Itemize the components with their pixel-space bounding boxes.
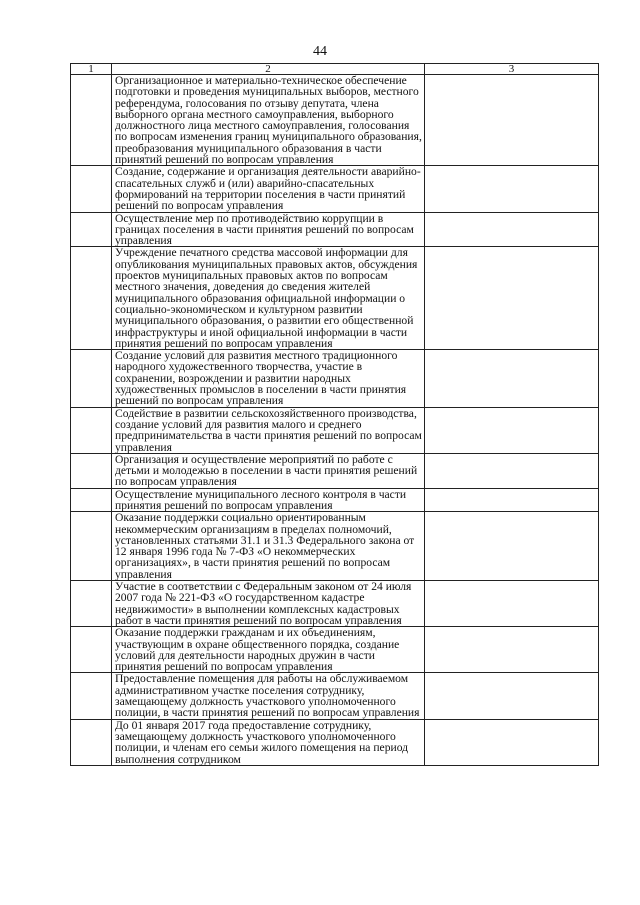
document-table bbox=[70, 63, 599, 766]
table-header-row bbox=[71, 64, 599, 75]
table-row bbox=[71, 247, 599, 350]
cell-number bbox=[71, 407, 112, 453]
header-col-1: 1 bbox=[71, 64, 112, 75]
cell-authority: Учреждение печатного средства массовой информации для опубликования муниципальных правовых актов, обсуждения проектов муниципальных правовых актов по вопросам местного значения, доведения до сведения жителей муниципального образования официальной информации о социально-экономическом и культурном развитии муниципального образования, о развитии его общественной инфраструктуры и иной официальной информации в части принятия решений по вопросам управления bbox=[112, 247, 425, 350]
table-row bbox=[71, 581, 599, 627]
cell-note bbox=[425, 488, 599, 512]
cell-number bbox=[71, 719, 112, 765]
cell-number bbox=[71, 247, 112, 350]
cell-authority: Осуществление муниципального лесного контроля в части принятия решений по вопросам управления bbox=[112, 488, 425, 512]
table-row bbox=[71, 166, 599, 212]
table-row bbox=[71, 512, 599, 581]
cell-note bbox=[425, 581, 599, 627]
cell-authority: Оказание поддержки гражданам и их объединениям, участвующим в охране общественного порядка, создание условий для деятельности народных дружин в части принятия решений по вопросам управления bbox=[112, 627, 425, 673]
table-row bbox=[71, 212, 599, 247]
table-row bbox=[71, 407, 599, 453]
table-row bbox=[71, 75, 599, 166]
cell-note bbox=[425, 75, 599, 166]
cell-number bbox=[71, 453, 112, 488]
cell-note bbox=[425, 407, 599, 453]
cell-number bbox=[71, 75, 112, 166]
cell-authority: Организационное и материально-техническое обеспечение подготовки и проведения муниципальных выборов, местного референдума, голосования по отзыву депутата, члена выборного органа местного самоуправления, выборного должностного лица местного самоуправления, голосования по вопросам изменения границ муниципального образования, преобразования муниципального образования в части принятий решений по вопросам управления bbox=[112, 75, 425, 166]
cell-authority: Создание условий для развития местного традиционного народного художественного творчества, участие в сохранении, возрождении и развитии народных художественных промыслов в поселении в части принятия решений по вопросам управления bbox=[112, 350, 425, 407]
cell-note bbox=[425, 166, 599, 212]
header-col-3: 3 bbox=[425, 64, 599, 75]
cell-note bbox=[425, 350, 599, 407]
table-row bbox=[71, 453, 599, 488]
cell-number bbox=[71, 581, 112, 627]
cell-authority: Осуществление мер по противодействию коррупции в границах поселения в части принятия решений по вопросам управления bbox=[112, 212, 425, 247]
cell-note bbox=[425, 212, 599, 247]
cell-authority: Участие в соответствии с Федеральным законом от 24 июля 2007 года № 221-ФЗ «О государственном кадастре недвижимости» в выполнении комплексных кадастровых работ в части принятия решений по вопросам управления bbox=[112, 581, 425, 627]
cell-note bbox=[425, 247, 599, 350]
cell-authority: Предоставление помещения для работы на обслуживаемом административном участке поселения сотруднику, замещающему должность участкового уполномоченного полиции, в части принятия решений по вопросам управления bbox=[112, 673, 425, 719]
cell-number bbox=[71, 212, 112, 247]
header-col-2: 2 bbox=[112, 64, 425, 75]
table-row bbox=[71, 719, 599, 765]
cell-note bbox=[425, 453, 599, 488]
cell-authority: Создание, содержание и организация деятельности аварийно-спасательных служб и (или) аварийно-спасательных формирований на территории поселения в части принятий решений по вопросам управления bbox=[112, 166, 425, 212]
cell-number bbox=[71, 512, 112, 581]
table-row bbox=[71, 627, 599, 673]
cell-note bbox=[425, 673, 599, 719]
cell-authority: До 01 января 2017 года предоставление сотруднику, замещающему должность участкового уполномоченного полиции, и членам его семьи жилого помещения на период выполнения сотрудником bbox=[112, 719, 425, 765]
cell-note bbox=[425, 719, 599, 765]
cell-number bbox=[71, 627, 112, 673]
cell-note bbox=[425, 512, 599, 581]
table-row bbox=[71, 350, 599, 407]
cell-note bbox=[425, 627, 599, 673]
cell-number bbox=[71, 488, 112, 512]
cell-number bbox=[71, 350, 112, 407]
table-row bbox=[71, 673, 599, 719]
cell-number bbox=[71, 166, 112, 212]
cell-number bbox=[71, 673, 112, 719]
cell-authority: Организация и осуществление мероприятий по работе с детьми и молодежью в поселении в части принятия решений по вопросам управления bbox=[112, 453, 425, 488]
cell-authority: Содействие в развитии сельскохозяйственного производства, создание условий для развития малого и среднего предпринимательства в части принятия решений по вопросам управления bbox=[112, 407, 425, 453]
cell-authority: Оказание поддержки социально ориентированным некоммерческим организациям в пределах полномочий, установленных статьями 31.1 и 31.3 Федерального закона от 12 января 1996 года № 7-ФЗ «О некоммерческих организациях», в части принятия решений по вопросам управления bbox=[112, 512, 425, 581]
table-row bbox=[71, 488, 599, 512]
page-number: 44 bbox=[313, 44, 327, 59]
